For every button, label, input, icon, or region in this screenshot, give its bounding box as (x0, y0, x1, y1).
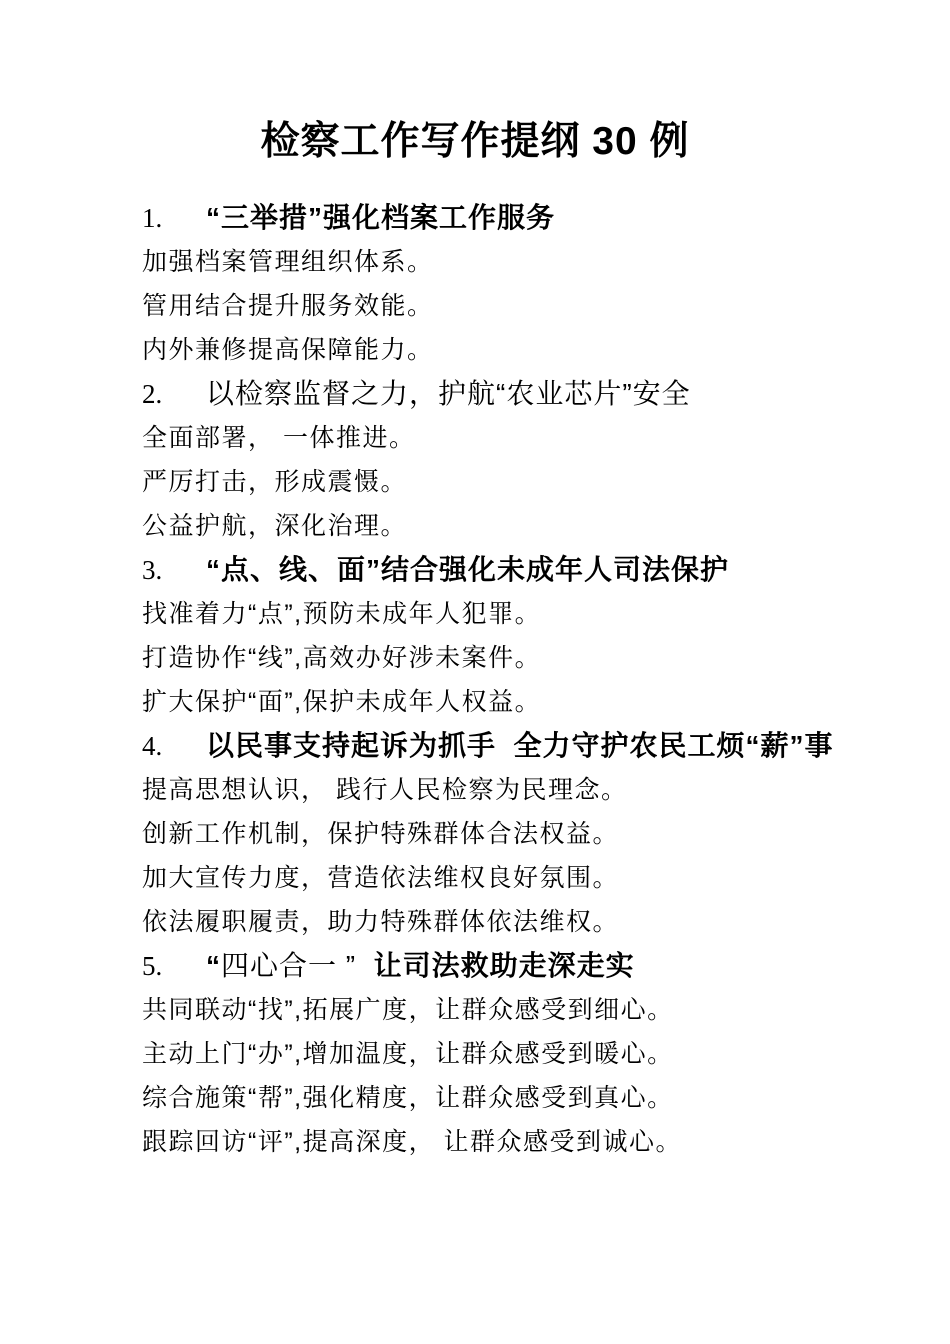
item-heading-text (206, 944, 635, 988)
item-heading (142, 548, 830, 592)
item-line: 全面部署， 一体推进。 (142, 424, 416, 452)
document-body (142, 196, 834, 1164)
item-line: 内外兼修提高保障能力。 (142, 336, 434, 364)
item-line: 提高思想认识， 践行人民检察为民理念。 (142, 776, 628, 804)
item-line: 综合施策“帮”,强化精度，让群众感受到真心。 (142, 1084, 674, 1112)
item-heading (142, 196, 830, 240)
heading-part: 让司法救助走深走实 (373, 950, 635, 981)
item-number: 2. (142, 379, 163, 409)
document-title: 检察工作写作提纲 30 例 (260, 120, 690, 163)
outline-item (142, 724, 834, 944)
item-heading (142, 372, 830, 416)
item-line: 管用结合提升服务效能。 (142, 292, 434, 320)
heading-part: “三举措”强化档案工作服务 (206, 202, 556, 233)
heading-part: 以检察监督之力，护航“农业芯片”安全 (206, 378, 691, 409)
item-line: 共同联动“找”,拓展广度，让群众感受到细心。 (142, 996, 674, 1024)
item-line: 打造协作“线”,高效办好涉未案件。 (142, 644, 542, 672)
item-line: 跟踪回访“评”,提高深度， 让群众感受到诚心。 (142, 1128, 683, 1156)
item-number: 5. (142, 951, 163, 981)
item-line: 加大宣传力度，营造依法维权良好氛围。 (142, 864, 620, 892)
heading-part: “点、线、面”结合强化未成年人司法保护 (206, 554, 730, 585)
item-line: 找准着力“点”,预防未成年人犯罪。 (142, 600, 542, 628)
item-line: 扩大保护“面”,保护未成年人权益。 (142, 688, 542, 716)
heading-part: 四心合一 ” (221, 950, 374, 981)
item-heading-text (206, 196, 555, 240)
outline-item (142, 372, 830, 548)
heading-part: “ (206, 950, 221, 981)
item-line: 公益护航，深化治理。 (142, 512, 408, 540)
outline-item (142, 196, 830, 372)
item-number: 1. (142, 203, 163, 233)
item-line: 依法履职履责，助力特殊群体依法维权。 (142, 908, 620, 936)
item-line: 严厉打击，形成震慑。 (142, 468, 408, 496)
item-line: 加强档案管理组织体系。 (142, 248, 434, 276)
outline-item (142, 944, 830, 1164)
outline-item (142, 548, 830, 724)
item-heading-text (206, 372, 691, 416)
item-heading (142, 724, 834, 768)
item-heading-text (206, 548, 729, 592)
item-line: 主动上门“办”,增加温度，让群众感受到暖心。 (142, 1040, 674, 1068)
item-heading (142, 944, 830, 988)
item-number: 3. (142, 555, 163, 585)
item-heading-text (206, 724, 834, 768)
item-number: 4. (142, 731, 163, 761)
item-line: 创新工作机制，保护特殊群体合法权益。 (142, 820, 620, 848)
heading-part: 以民事支持起诉为抓手 全力守护农民工烦“薪”事 (206, 730, 834, 761)
